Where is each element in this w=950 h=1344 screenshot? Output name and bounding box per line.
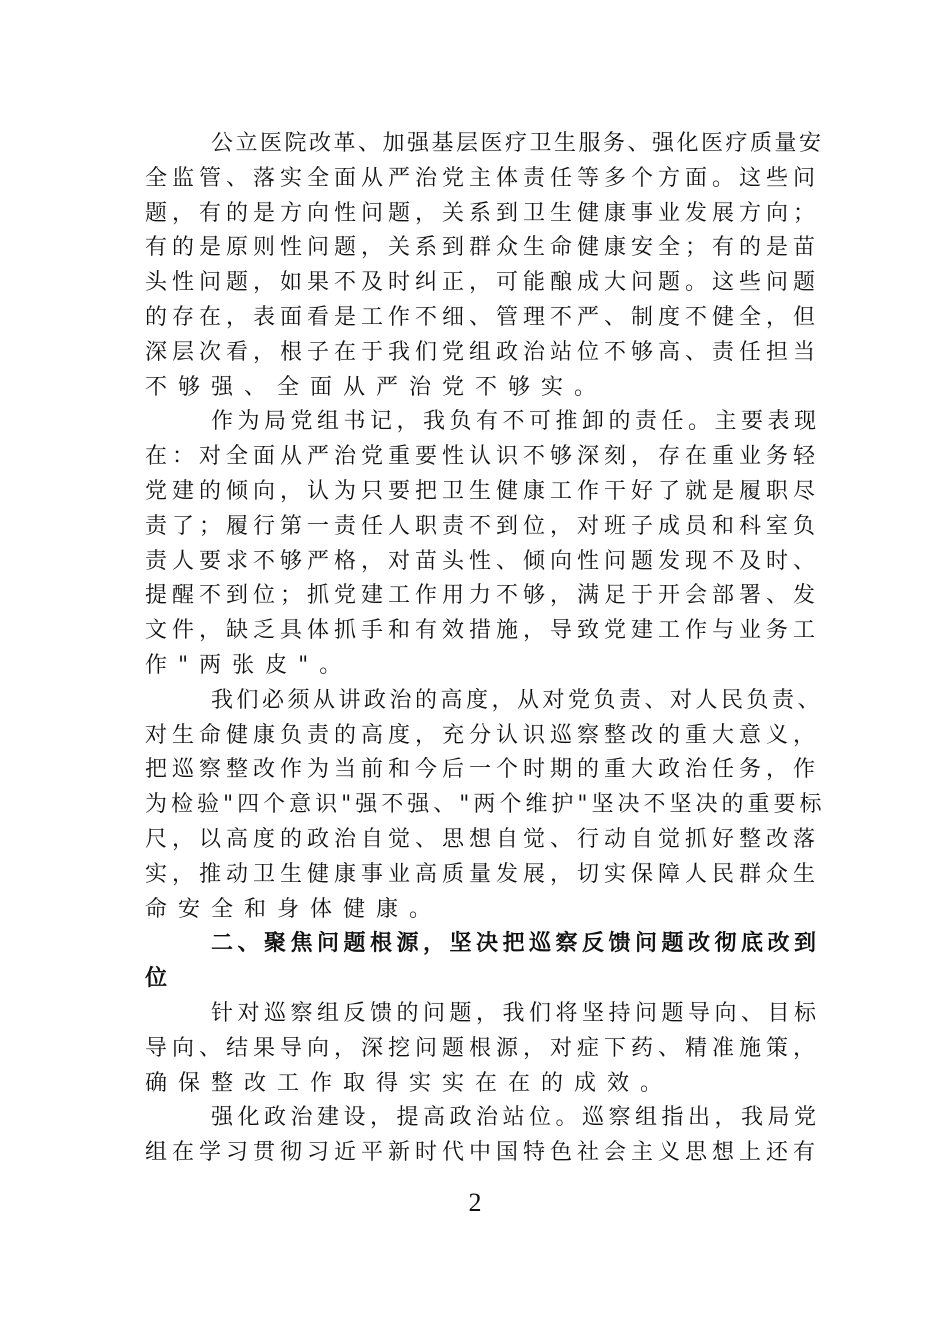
paragraph <box>145 405 825 683</box>
paragraph <box>145 1101 825 1171</box>
text-line: 深层次看，根子在于我们党组政治站位不够高、责任担当 <box>145 339 821 365</box>
text-line: 二、聚焦问题根源，坚决把巡察反馈问题改彻底改到 <box>211 931 821 957</box>
text-line: 作为局党组书记，我负有不可推卸的责任。主要表现 <box>211 409 821 435</box>
section-heading <box>145 927 825 997</box>
text-line: 导向、结果导向，深挖问题根源，对症下药、精准施策， <box>145 1035 821 1061</box>
text-line: 位 <box>145 966 177 992</box>
text-line: 把巡察整改作为当前和今后一个时期的重大政治任务，作 <box>145 757 821 783</box>
text-line: 我们必须从讲政治的高度，从对党负责、对人民负责、 <box>211 687 824 713</box>
page-number: 2 <box>468 1188 482 1217</box>
text-line: 责人要求不够严格，对苗头性、倾向性问题发现不及时、 <box>145 548 821 574</box>
text-line: 党建的倾向，认为只要把卫生健康工作干好了就是履职尽 <box>145 478 821 504</box>
paragraph <box>145 684 825 928</box>
text-line: 作"两张皮"。 <box>145 652 353 678</box>
text-line: 全监管、落实全面从严治党主体责任等多个方面。这些问 <box>145 165 821 191</box>
text-line: 文件，缺乏具体抓手和有效措施，导致党建工作与业务工 <box>145 618 821 644</box>
text-line: 头性问题，如果不及时纠正，可能酿成大问题。这些问题 <box>145 270 821 296</box>
text-line: 实，推动卫生健康事业高质量发展，切实保障人民群众生 <box>145 861 821 887</box>
text-line: 尺，以高度的政治自觉、思想自觉、行动自觉抓好整改落 <box>145 826 821 852</box>
text-line: 在：对全面从严治党重要性认识不够深刻，存在重业务轻 <box>145 444 821 470</box>
text-line: 的存在，表面看是工作不细、管理不严、制度不健全，但 <box>145 304 821 330</box>
text-line: 有的是原则性问题，关系到群众生命健康安全；有的是苗 <box>145 235 821 261</box>
paragraph <box>145 997 825 1101</box>
text-line: 组在学习贯彻习近平新时代中国特色社会主义思想上还有 <box>145 1140 821 1166</box>
text-line: 对生命健康负责的高度，充分认识巡察整改的重大意义， <box>145 722 821 748</box>
text-line: 提醒不到位；抓党建工作用力不够，满足于开会部署、发 <box>145 583 821 609</box>
text-line: 确保整改工作取得实实在在的成效。 <box>145 1070 674 1096</box>
text-line: 为检验"四个意识"强不强、"两个维护"坚决不坚决的重要标 <box>145 792 826 818</box>
text-line: 针对巡察组反馈的问题，我们将坚持问题导向、目标 <box>211 1000 821 1026</box>
text-line: 命安全和身体健康。 <box>145 896 443 922</box>
text-line: 不够强、全面从严治党不够实。 <box>145 374 608 400</box>
paragraph <box>145 127 825 405</box>
text-line: 公立医院改革、加强基层医疗卫生服务、强化医疗质量安 <box>211 131 824 156</box>
text-line: 强化政治建设，提高政治站位。巡察组指出，我局党 <box>211 1105 821 1131</box>
text-line: 责了；履行第一责任人职责不到位，对班子成员和科室负 <box>145 513 821 539</box>
document-body <box>145 127 825 1171</box>
text-line: 题，有的是方向性问题，关系到卫生健康事业发展方向； <box>145 200 821 226</box>
